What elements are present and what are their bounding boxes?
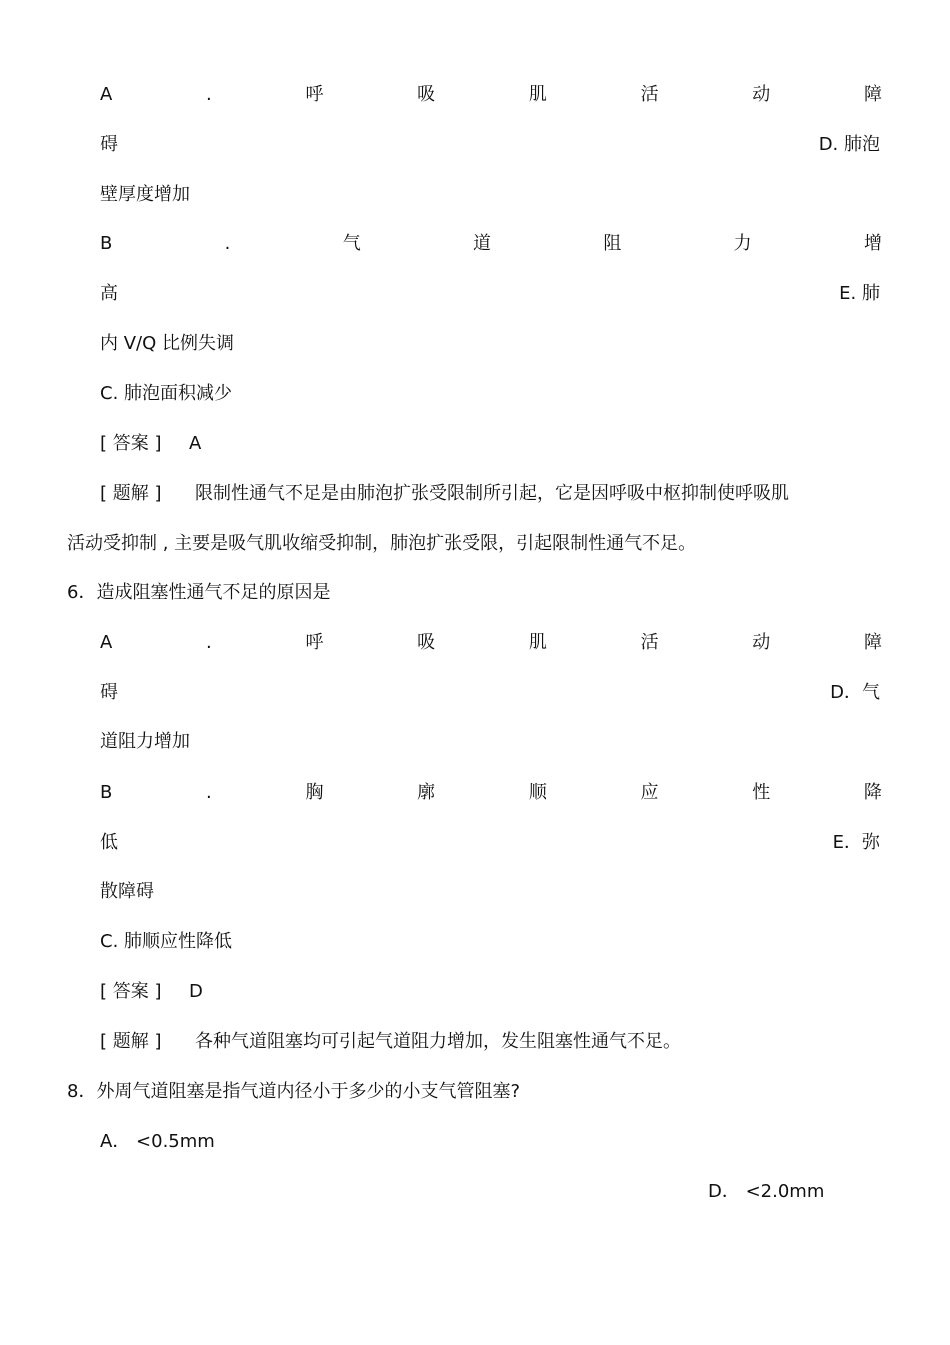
q6-option-a-char: 吸 <box>417 632 436 653</box>
q6-option-a-tail: 碍 <box>100 682 118 703</box>
q8-stem: 8．外周气道阻塞是指气道内径小于多少的小支气管阻塞? <box>67 1081 521 1102</box>
q6-option-b-char: 顺 <box>528 782 547 803</box>
q6-option-b-char: B <box>100 782 113 803</box>
q6-option-a-char: 动 <box>752 632 771 653</box>
q6-option-e-head: E．弥 <box>832 832 880 853</box>
q5-option-e-tail: 内 V/Q 比例失调 <box>100 333 234 354</box>
q5-option-b-char: 气 <box>342 233 361 254</box>
q5-option-b-char: . <box>224 233 231 254</box>
q6-option-e-tail: 散障碍 <box>100 881 154 902</box>
q6-option-b-char: 应 <box>640 782 659 803</box>
q6-option-a-char: . <box>206 632 212 653</box>
q6-explanation-label: [ 题解 ] <box>100 1031 162 1052</box>
q5-option-a-row <box>100 80 882 110</box>
q6-option-b-char: 胸 <box>305 782 324 803</box>
q8-option-a: A． <0.5mm <box>100 1131 215 1152</box>
q5-option-a-char: 动 <box>752 84 771 105</box>
q5-option-b-char: 道 <box>473 233 492 254</box>
q6-option-b-char: 性 <box>752 782 771 803</box>
q5-option-b-char: 增 <box>863 233 882 254</box>
q6-option-a-row <box>100 628 882 658</box>
q5-option-d-head: D. 肺泡 <box>818 134 880 155</box>
q5-option-b-char: 阻 <box>603 233 622 254</box>
q5-option-a-tail: 碍 <box>100 134 118 155</box>
q5-option-d-tail: 壁厚度增加 <box>100 184 190 205</box>
q5-option-a-char: . <box>206 84 212 105</box>
q5-explanation-text: 限制性通气不足是由肺泡扩张受限制所引起，它是因呼吸中枢抑制使呼吸肌 <box>195 483 789 504</box>
q6-answer-value: D <box>189 981 203 1002</box>
q5-option-b-char: B <box>100 233 113 254</box>
q6-option-c: C. 肺顺应性降低 <box>100 931 233 952</box>
q6-option-b-char: . <box>206 782 212 803</box>
q6-option-a-char: 肌 <box>528 632 547 653</box>
q6-option-d-head: D．气 <box>830 682 880 703</box>
q5-option-a-char: 吸 <box>417 84 436 105</box>
q5-option-b-tail: 高 <box>100 283 118 304</box>
q5-explanation-text-cont: 活动受抑制 , 主要是吸气肌收缩受抑制，肺泡扩张受限，引起限制性通气不足。 <box>67 533 697 554</box>
q6-stem: 6．造成阻塞性通气不足的原因是 <box>67 582 331 603</box>
q6-explanation-text: 各种气道阻塞均可引起气道阻力增加，发生阻塞性通气不足。 <box>195 1031 681 1052</box>
q6-option-a-char: A <box>100 632 113 653</box>
q5-option-a-char: 活 <box>640 84 659 105</box>
q8-option-d: D． <2.0mm <box>708 1181 825 1202</box>
q5-answer-label: [ 答案 ] <box>100 433 162 454</box>
q5-option-a-char: 呼 <box>305 84 324 105</box>
q6-option-b-char: 降 <box>863 782 882 803</box>
q5-option-c: C. 肺泡面积减少 <box>100 383 233 404</box>
q6-option-a-char: 障 <box>863 632 882 653</box>
q5-option-a-char: 肌 <box>528 84 547 105</box>
q6-answer-label: [ 答案 ] <box>100 981 162 1002</box>
q5-option-a-char: A <box>100 84 113 105</box>
q6-option-b-row <box>100 778 882 808</box>
q6-option-a-char: 呼 <box>305 632 324 653</box>
q5-option-b-char: 力 <box>733 233 752 254</box>
q5-option-e-head: E. 肺 <box>839 283 880 304</box>
q6-option-d-tail: 道阻力增加 <box>100 731 190 752</box>
q5-answer-value: A <box>189 433 202 454</box>
q5-explanation-label: [ 题解 ] <box>100 483 162 504</box>
q6-option-a-char: 活 <box>640 632 659 653</box>
q5-option-b-row <box>100 229 882 259</box>
q6-option-b-char: 廓 <box>417 782 436 803</box>
q5-option-a-char: 障 <box>863 84 882 105</box>
q6-option-b-tail: 低 <box>100 832 118 853</box>
